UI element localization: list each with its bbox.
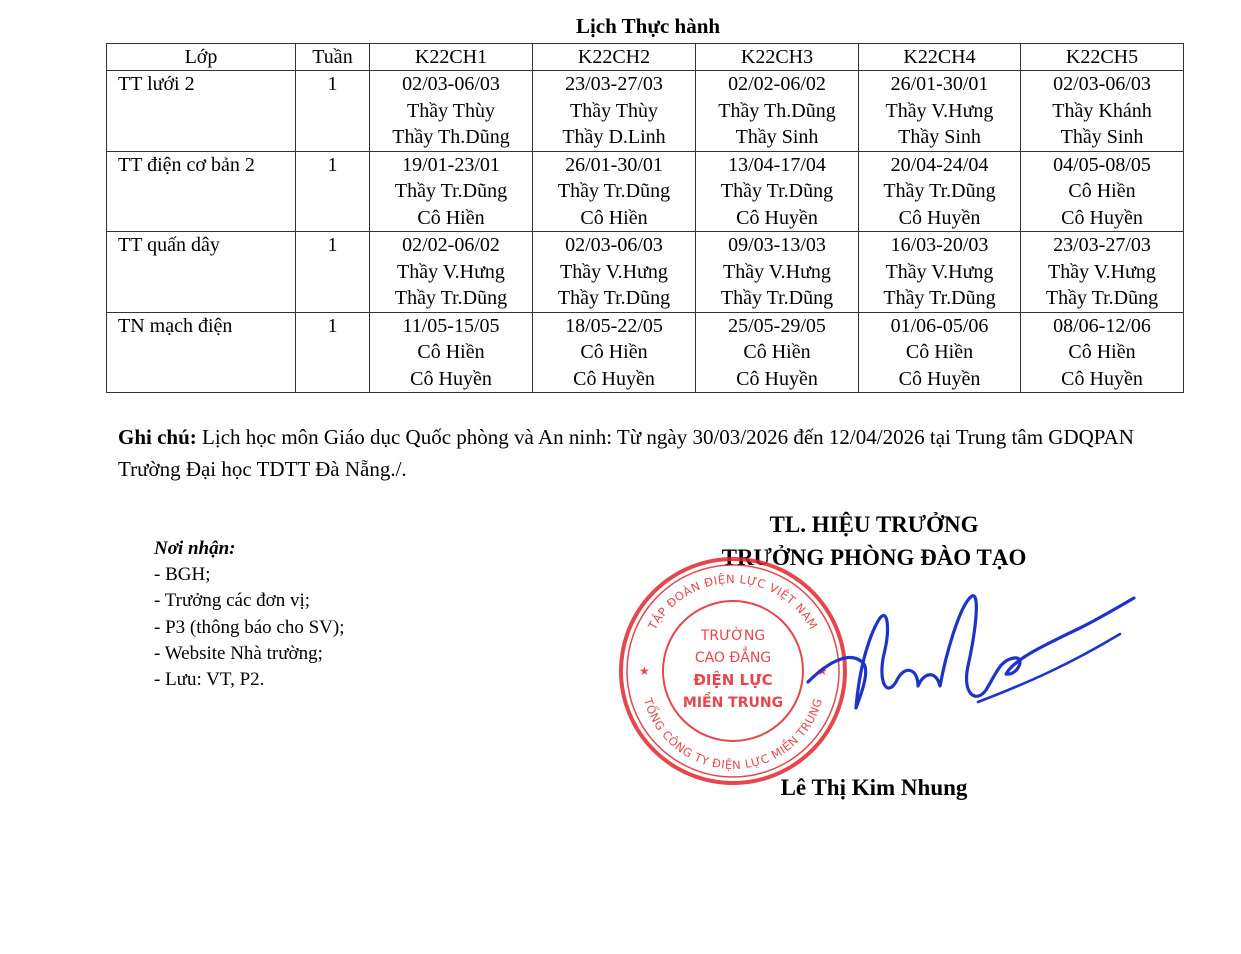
svg-text:CAO ĐẲNG: CAO ĐẲNG — [694, 650, 772, 666]
instructor-name: Cô Huyền — [410, 367, 492, 390]
column-header: Lớp — [107, 44, 296, 71]
date-range: 02/02-06/02 — [402, 234, 500, 256]
table-row — [107, 71, 1184, 152]
instructor-name: Thầy Tr.Dũng — [394, 180, 508, 202]
instructor-name: Thầy V.Hưng — [1048, 260, 1156, 283]
date-range: 02/03-06/03 — [1053, 73, 1151, 95]
instructor-name: Thầy Tr.Dũng — [394, 287, 508, 309]
instructor-name: Thầy V.Hưng — [397, 260, 505, 283]
instructor-name: Thầy Tr.Dũng — [720, 180, 834, 202]
instructor-name: Cô Hiền — [743, 341, 811, 363]
schedule-cell — [696, 232, 859, 313]
date-range: 25/05-29/05 — [728, 314, 826, 337]
signer-title-2: TRƯỞNG PHÒNG ĐÀO TẠO — [721, 545, 1027, 570]
date-range: 19/01-23/01 — [402, 153, 500, 176]
date-range: 13/04-17/04 — [728, 153, 826, 176]
instructor-name: Cô Hiền — [417, 206, 485, 229]
instructor-name: Cô Hiền — [1068, 341, 1136, 363]
schedule-cell — [859, 151, 1021, 232]
instructor-name: Cô Huyền — [1061, 367, 1143, 390]
table-row — [107, 312, 1184, 393]
class-name-cell: TT lưới 2 — [107, 71, 296, 152]
date-range: 01/06-05/06 — [890, 314, 989, 337]
instructor-name: Cô Hiền — [580, 341, 648, 363]
instructor-name: Thầy Khánh — [1052, 99, 1152, 122]
note-text: Lịch học môn Giáo dục Quốc phòng và An ninh: Từ ngày 30/03/2026 đến 12/04/2026 tại Trung tâm GDQPAN Trường Đại học TDTT Đà Nẵng./. — [118, 425, 1134, 481]
instructor-name: Thầy Tr.Dũng — [720, 287, 834, 309]
instructor-name: Cô Huyền — [898, 206, 981, 229]
column-header: K22CH2 — [533, 44, 696, 71]
recipient-item: - Website Nhà trường; — [154, 642, 323, 664]
svg-text:TẬP ĐOÀN ĐIỆN LỰC VIỆT NAM: TẬP ĐOÀN ĐIỆN LỰC VIỆT NAM — [645, 571, 821, 632]
instructor-name: Thầy V.Hưng — [885, 99, 994, 122]
schedule-cell — [1021, 312, 1184, 393]
column-header: K22CH1 — [370, 44, 533, 71]
date-range: 26/01-30/01 — [890, 73, 989, 95]
week-cell: 1 — [296, 312, 370, 393]
date-range: 08/06-12/06 — [1053, 314, 1151, 337]
instructor-name: Cô Huyền — [736, 206, 818, 229]
instructor-name: Thầy Tr.Dũng — [883, 180, 996, 202]
instructor-name: Thầy V.Hưng — [885, 260, 994, 283]
note — [118, 421, 1186, 485]
schedule-cell — [533, 232, 696, 313]
date-range: 11/05-15/05 — [402, 314, 500, 337]
column-header: K22CH3 — [696, 44, 859, 71]
table-header-row — [107, 44, 1184, 71]
instructor-name: Thầy Thùy — [407, 99, 495, 122]
date-range: 26/01-30/01 — [565, 153, 663, 176]
svg-text:TRƯỜNG: TRƯỜNG — [700, 628, 766, 644]
date-range: 02/03-06/03 — [565, 234, 663, 256]
instructor-name: Thầy Thùy — [570, 99, 658, 122]
svg-text:MIỀN TRUNG: MIỀN TRUNG — [682, 695, 784, 711]
instructor-name: Thầy Tr.Dũng — [883, 287, 996, 309]
date-range: 04/05-08/05 — [1053, 153, 1151, 176]
schedule-cell — [533, 312, 696, 393]
instructor-name: Cô Hiền — [417, 341, 485, 363]
instructor-name: Cô Hiền — [905, 341, 974, 363]
svg-text:TỔNG CÔNG TY ĐIỆN LỰC MIỀN TRU: TỔNG CÔNG TY ĐIỆN LỰC MIỀN TRUNG — [640, 696, 826, 773]
date-range: 23/03-27/03 — [1053, 234, 1151, 256]
instructor-name: Cô Huyền — [1061, 206, 1143, 229]
date-range: 02/03-06/03 — [402, 73, 500, 95]
instructor-name: Thầy V.Hưng — [723, 260, 831, 283]
schedule-cell — [533, 71, 696, 152]
instructor-name: Cô Hiền — [580, 206, 648, 229]
schedule-cell — [370, 71, 533, 152]
table-row — [107, 151, 1184, 232]
schedule-cell — [859, 232, 1021, 313]
column-header: Tuần — [296, 44, 370, 71]
instructor-name: Cô Huyền — [573, 367, 655, 390]
instructor-name: Thầy Tr.Dũng — [557, 287, 671, 309]
instructor-name: Thầy Tr.Dũng — [1045, 287, 1159, 309]
schedule-cell — [859, 312, 1021, 393]
instructor-name: Thầy Th.Dũng — [718, 99, 836, 122]
instructor-name: Thầy Th.Dũng — [392, 126, 510, 148]
week-cell: 1 — [296, 151, 370, 232]
date-range: 20/04-24/04 — [890, 153, 989, 176]
date-range: 23/03-27/03 — [565, 73, 663, 95]
column-header: K22CH4 — [859, 44, 1021, 71]
note-label: Ghi chú: — [118, 425, 197, 449]
week-cell: 1 — [296, 71, 370, 152]
schedule-cell — [696, 71, 859, 152]
instructor-name: Cô Huyền — [898, 367, 981, 390]
week-cell: 1 — [296, 232, 370, 313]
recipients-heading: Nơi nhận: — [154, 538, 236, 559]
svg-text:★: ★ — [639, 664, 650, 678]
instructor-name: Thầy D.Linh — [562, 126, 666, 148]
signer-name: Lê Thị Kim Nhung — [780, 775, 968, 800]
instructor-name: Thầy Sinh — [1060, 126, 1144, 148]
schedule-table — [106, 43, 1184, 393]
signer-title-1: TL. HIỆU TRƯỞNG — [769, 512, 979, 537]
schedule-cell — [1021, 151, 1184, 232]
recipient-item: - Lưu: VT, P2. — [154, 669, 265, 691]
column-header: K22CH5 — [1021, 44, 1184, 71]
instructor-name: Thầy Sinh — [735, 126, 819, 148]
table-row — [107, 232, 1184, 313]
schedule-cell — [696, 151, 859, 232]
page-title: Lịch Thực hành — [575, 14, 721, 38]
handwritten-signature — [800, 590, 1140, 720]
schedule-cell — [1021, 232, 1184, 313]
date-range: 16/03-20/03 — [890, 234, 989, 256]
recipient-item: - P3 (thông báo cho SV); — [154, 616, 345, 638]
svg-text:ĐIỆN LỰC: ĐIỆN LỰC — [693, 671, 773, 689]
class-name-cell: TN mạch điện — [107, 312, 296, 393]
instructor-name: Cô Hiền — [1068, 180, 1136, 202]
schedule-cell — [696, 312, 859, 393]
recipients — [154, 536, 345, 693]
date-range: 09/03-13/03 — [728, 234, 826, 256]
instructor-name: Thầy Sinh — [898, 126, 981, 148]
schedule-cell — [859, 71, 1021, 152]
svg-text:★: ★ — [817, 664, 828, 678]
schedule-cell — [1021, 71, 1184, 152]
instructor-name: Cô Huyền — [736, 367, 818, 390]
date-range: 02/02-06/02 — [728, 73, 826, 95]
schedule-cell — [370, 151, 533, 232]
instructor-name: Thầy Tr.Dũng — [557, 180, 671, 202]
schedule-cell — [370, 232, 533, 313]
class-name-cell: TT quấn dây — [107, 232, 296, 313]
recipient-item: - Trưởng các đơn vị; — [154, 590, 310, 612]
date-range: 18/05-22/05 — [565, 314, 663, 337]
recipient-item: - BGH; — [154, 564, 211, 586]
schedule-cell — [370, 312, 533, 393]
schedule-cell — [533, 151, 696, 232]
instructor-name: Thầy V.Hưng — [560, 260, 668, 283]
class-name-cell: TT điện cơ bản 2 — [107, 151, 296, 232]
